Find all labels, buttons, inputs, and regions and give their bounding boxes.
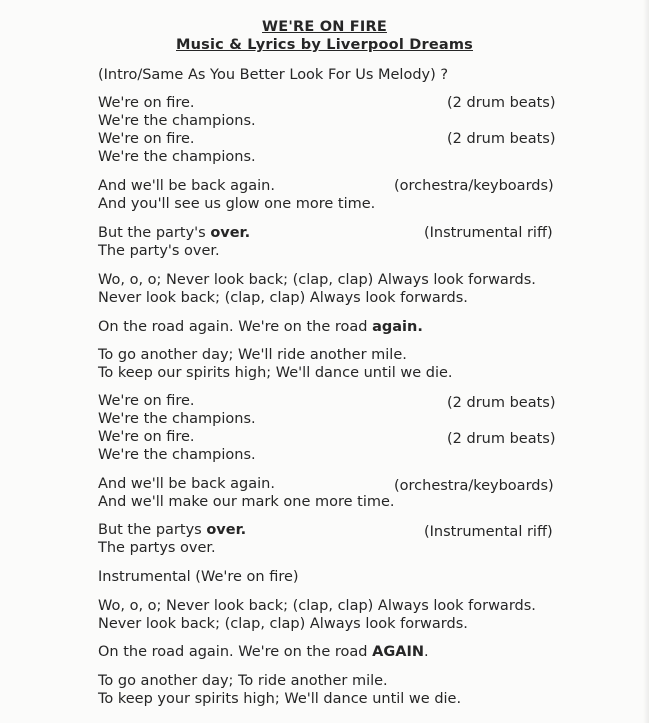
lyric-line: And we'll make our mark one more time. [98, 494, 395, 510]
lyric-text: On the road again. We're on the road [98, 644, 373, 660]
lyric-line: Wo, o, o; Never look back; (clap, clap) Always look forwards. [98, 272, 536, 288]
lyric-line: We're the champions. [98, 113, 256, 129]
page-edge-shadow [643, 0, 649, 723]
lyric-line: Wo, o, o; Never look back; (clap, clap) Always look forwards. [98, 598, 536, 614]
lyric-line: We're the champions. [98, 411, 256, 427]
lyric-line: We're on fire. [98, 131, 195, 147]
lyric-line: And you'll see us glow one more time. [98, 196, 376, 212]
performance-note: (Instrumental riff) [424, 225, 553, 241]
performance-note: (2 drum beats) [447, 131, 556, 147]
lyric-line: To keep your spirits high; We'll dance until we die. [98, 691, 462, 707]
performance-note: (2 drum beats) [447, 95, 556, 111]
lyric-line: The party's over. [98, 243, 220, 259]
intro-line: (Intro/Same As You Better Look For Us Melody) ? [98, 67, 449, 83]
lyric-line [98, 318, 423, 336]
lyric-line: We're on fire. [98, 429, 195, 445]
lyric-emphasis: AGAIN [372, 644, 424, 660]
song-credits: Music & Lyrics by Liverpool Dreams [176, 37, 473, 53]
lyric-text: On the road again. We're on the road [98, 319, 373, 335]
performance-note: (Instrumental riff) [424, 524, 553, 540]
lyric-line: Never look back; (clap, clap) Always look forwards. [98, 616, 468, 632]
lyric-line: We're the champions. [98, 447, 256, 463]
performance-note: (orchestra/keyboards) [394, 478, 554, 494]
lyric-text: But the partys [98, 522, 207, 538]
lyric-line: We're on fire. [98, 393, 195, 409]
lyric-text: . [424, 644, 429, 660]
lyric-text: But the party's [98, 225, 211, 241]
lyric-emphasis: again. [372, 319, 423, 335]
lyric-line: Never look back; (clap, clap) Always look forwards. [98, 290, 468, 306]
song-title: WE'RE ON FIRE [262, 19, 387, 35]
lyric-emphasis: over. [206, 522, 247, 538]
performance-note: (2 drum beats) [447, 431, 556, 447]
instrumental-line: Instrumental (We're on fire) [98, 569, 299, 585]
lyric-line: And we'll be back again. [98, 178, 275, 194]
lyric-line: We're on fire. [98, 95, 195, 111]
lyric-line [98, 224, 250, 242]
lyric-line: We're the champions. [98, 149, 256, 165]
performance-note: (orchestra/keyboards) [394, 178, 554, 194]
lyric-line: To go another day; To ride another mile. [98, 673, 388, 689]
lyric-line [98, 643, 429, 661]
lyric-line: And we'll be back again. [98, 476, 275, 492]
lyric-line [98, 521, 246, 539]
lyric-line: To go another day; We'll ride another mile. [98, 347, 407, 363]
lyric-line: To keep our spirits high; We'll dance until we die. [98, 365, 453, 381]
lyric-line: The partys over. [98, 540, 216, 556]
lyric-emphasis: over. [210, 225, 251, 241]
performance-note: (2 drum beats) [447, 395, 556, 411]
